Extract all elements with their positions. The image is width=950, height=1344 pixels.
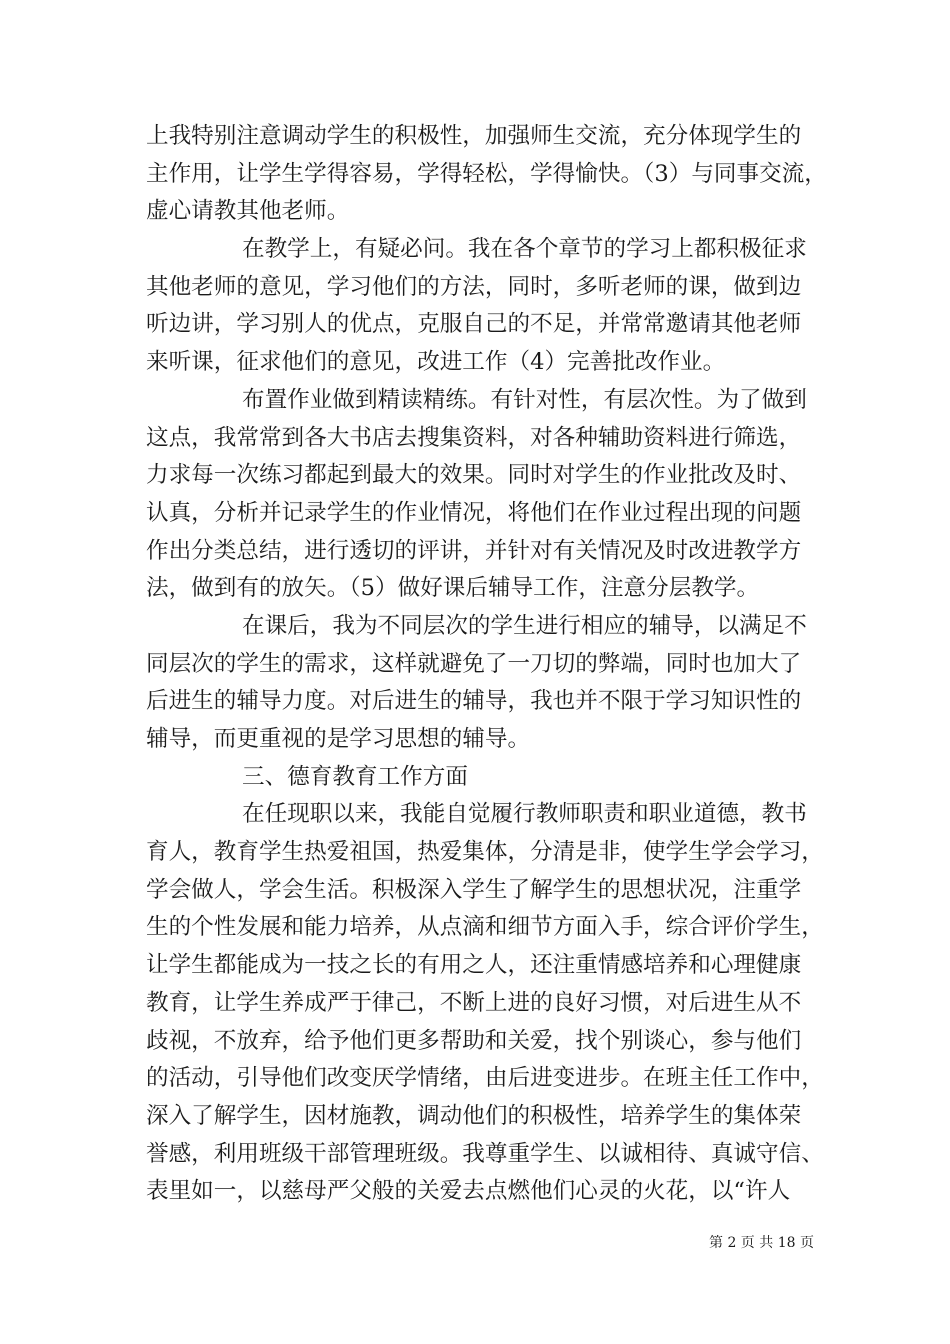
text-line: 力求每一次练习都起到最大的效果。同时对学生的作业批改及时、 bbox=[146, 462, 802, 489]
text-line: 深入了解学生，因材施教，调动他们的积极性，培养学生的集体荣 bbox=[146, 1102, 802, 1129]
text-line: 来听课，征求他们的意见，改进工作（4）完善批改作业。 bbox=[146, 349, 726, 376]
text-line: 让学生都能成为一技之长的有用之人，还注重情感培养和心理健康 bbox=[146, 952, 802, 979]
text-line: 认真，分析并记录学生的作业情况，将他们在作业过程出现的问题 bbox=[146, 499, 802, 526]
paragraph-first-line: 在教学上，有疑必问。我在各个章节的学习上都积极征求 bbox=[242, 236, 807, 263]
text-line: 主作用，让学生学得容易，学得轻松，学得愉快。（3）与同事交流， bbox=[146, 160, 827, 187]
text-line: 学会做人，学会生活。积极深入学生了解学生的思想状况，注重学 bbox=[146, 876, 802, 903]
text-line: 辅导，而更重视的是学习思想的辅导。 bbox=[146, 726, 531, 752]
text-line: 法，做到有的放矢。（5）做好课后辅导工作，注意分层教学。 bbox=[146, 575, 760, 602]
text-line: 作出分类总结，进行透切的评讲，并针对有关情况及时改进教学方 bbox=[146, 537, 802, 564]
document-body bbox=[146, 118, 827, 1211]
text-line: 的活动，引导他们改变厌学情绪，由后进变进步。在班主任工作中， bbox=[146, 1065, 824, 1092]
text-line: 其他老师的意见，学习他们的方法，同时，多听老师的课，做到边 bbox=[146, 273, 802, 300]
text-line: 听边讲，学习别人的优点，克服自己的不足，并常常邀请其他老师 bbox=[146, 311, 802, 338]
text-line: 育人，教育学生热爱祖国，热爱集体，分清是非，使学生学会学习， bbox=[146, 839, 824, 866]
paragraph-first-line: 布置作业做到精读精练。有针对性，有层次性。为了做到 bbox=[242, 386, 807, 413]
page-number-footer: 第 2 页 共 18 页 bbox=[709, 1235, 814, 1251]
text-line: 歧视，不放弃，给予他们更多帮助和关爱，找个别谈心，参与他们 bbox=[146, 1027, 802, 1054]
text-line: 教育，让学生养成严于律己，不断上进的良好习惯，对后进生从不 bbox=[146, 989, 802, 1016]
paragraph-first-line: 在任现职以来，我能自觉履行教师职责和职业道德，教书 bbox=[242, 801, 807, 828]
section-heading: 三、德育教育工作方面 bbox=[242, 763, 468, 790]
text-line: 表里如一，以慈母严父般的关爱去点燃他们心灵的火花，以“许人 bbox=[146, 1178, 791, 1205]
text-line: 生的个性发展和能力培养，从点滴和细节方面入手，综合评价学生， bbox=[146, 914, 824, 941]
paragraph-first-line: 在课后，我为不同层次的学生进行相应的辅导，以满足不 bbox=[242, 612, 807, 639]
text-line: 同层次的学生的需求，这样就避免了一刀切的弊端，同时也加大了 bbox=[146, 650, 802, 677]
text-line: 誉感，利用班级干部管理班级。我尊重学生、以诚相待、真诚守信、 bbox=[146, 1140, 824, 1167]
text-line: 上我特别注意调动学生的积极性，加强师生交流，充分体现学生的 bbox=[146, 123, 802, 149]
text-line: 虚心请教其他老师。 bbox=[146, 198, 350, 225]
text-line: 后进生的辅导力度。对后进生的辅导，我也并不限于学习知识性的 bbox=[146, 688, 802, 715]
text-line: 这点，我常常到各大书店去搜集资料，对各种辅助资料进行筛选， bbox=[146, 424, 802, 451]
